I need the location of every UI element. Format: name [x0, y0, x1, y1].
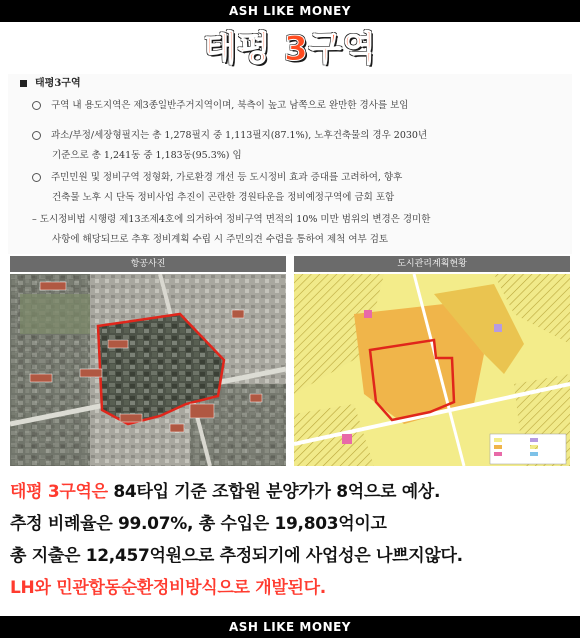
- circle-bullet-icon: [32, 131, 41, 140]
- map-panels: [8, 256, 572, 466]
- aerial-photo-map: [10, 274, 286, 466]
- top-brand-bar: ASH LIKE MONEY: [0, 0, 580, 22]
- doc-paragraph-1: [32, 96, 562, 116]
- urban-plan-label: 도시관리계획현황: [294, 256, 570, 272]
- doc-heading-text: 태평3구역: [35, 78, 81, 89]
- aerial-photo-label: 항공사진: [10, 256, 286, 272]
- bottom-brand-bar: ASH LIKE MONEY: [0, 616, 580, 638]
- doc-line: 기준으로 총 1,241동 중 1,183동(95.3%) 임: [52, 150, 242, 161]
- summary-line-4: LH와 민관합동순환정비방식으로 개발된다.: [10, 578, 326, 598]
- doc-line: – 도시정비법 시행령 제13조제4호에 의거하여 정비구역 면적의 10% 미만 범위의 변경은 경미한: [32, 214, 431, 225]
- doc-line: 과소/부정/세장형필지는 총 1,278필지 중 1,113필지(87.1%), 노후건축물의 경우 2030년: [51, 130, 428, 141]
- doc-line: 주민민원 및 정비구역 정형화, 가로환경 개선 등 도시정비 효과 증대를 고려하여, 향후: [51, 172, 403, 183]
- square-bullet-icon: [20, 80, 27, 87]
- urban-plan-graphic: [294, 274, 570, 466]
- urban-plan-map: [294, 274, 570, 466]
- doc-line: 구역 내 용도지역은 제3종일반주거지역이며, 북측이 높고 남쪽으로 완만한 경사를 보임: [51, 100, 409, 111]
- summary-line-2: 추정 비례율은 99.07%, 총 수입은 19,803억이고: [10, 514, 387, 534]
- title-block: [0, 28, 580, 70]
- doc-paragraph-4: [32, 210, 562, 250]
- summary-highlight: 태평 3구역은: [10, 482, 108, 502]
- page-title: 태평 3구역: [203, 29, 377, 69]
- summary-text: 84타입 기준 조합원 분양가가 8억으로 예상.: [107, 482, 441, 502]
- document-excerpt: [8, 74, 572, 254]
- circle-bullet-icon: [32, 173, 41, 182]
- doc-paragraph-3: [32, 168, 562, 208]
- doc-heading: [20, 74, 81, 89]
- aerial-photo-graphic: [10, 274, 286, 466]
- summary-line-3: 총 지출은 12,457억원으로 추정되기에 사업성은 나쁘지않다.: [10, 546, 463, 566]
- summary-line-1: [10, 479, 570, 505]
- circle-bullet-icon: [32, 101, 41, 110]
- doc-paragraph-2: [32, 126, 562, 166]
- doc-line: 사항에 해당되므로 추후 정비계획 수립 시 주민의견 수렴을 통하여 제척 여부 검토: [52, 234, 389, 245]
- doc-line: 건축물 노후 시 단독 정비사업 추진이 곤란한 경원타운을 정비예정구역에 금회 포함: [52, 192, 395, 203]
